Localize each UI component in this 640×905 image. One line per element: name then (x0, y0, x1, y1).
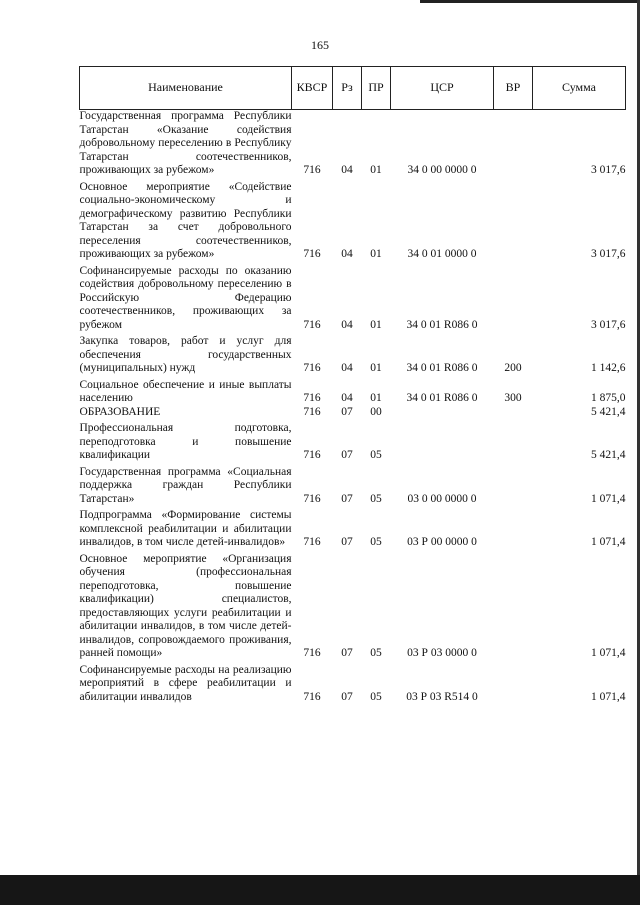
row-sum: 5 421,4 (591, 405, 626, 418)
row-pr: 05 (370, 647, 382, 659)
row-rz: 07 (341, 690, 353, 703)
table-row (80, 419, 626, 463)
table-row (80, 110, 626, 178)
row-kvsr: 716 (303, 449, 321, 461)
row-kvsr: 716 (303, 248, 321, 260)
row-name: Государственная программа Республики Татарстан «Оказание содействия добровольному переселению в Республику Татарстан соотечественников, проживающих за рубежом» (79, 110, 292, 176)
row-vr (494, 110, 533, 178)
row-vr (494, 406, 533, 420)
row-vr (494, 550, 533, 661)
row-rz: 07 (341, 449, 353, 461)
row-sum: 5 421,4 (591, 449, 626, 461)
row-kvsr: 716 (303, 536, 321, 548)
row-csr (391, 406, 494, 420)
row-rz: 07 (341, 647, 353, 659)
row-kvsr: 716 (303, 647, 321, 659)
row-sum: 1 071,4 (591, 536, 626, 548)
budget-table (79, 66, 626, 704)
row-pr: 01 (370, 318, 382, 331)
row-pr: 01 (370, 362, 382, 374)
row-sum: 1 071,4 (591, 647, 626, 659)
row-name: Государственная программа «Социальная поддержка граждан Республики Татарстан» (79, 465, 292, 505)
row-name: Софинансируемые расходы на реализацию мероприятий в сфере реабилитации и абилитации инвалидов (79, 663, 292, 703)
row-rz: 04 (341, 248, 353, 260)
table-row (80, 550, 626, 661)
row-kvsr: 716 (303, 362, 321, 374)
row-pr: 01 (370, 248, 382, 260)
row-kvsr: 716 (303, 392, 321, 404)
row-vr (494, 262, 533, 333)
row-sum: 1 875,0 (591, 392, 626, 404)
row-pr: 05 (370, 690, 382, 703)
row-vr: 300 (504, 392, 522, 404)
table-row (80, 262, 626, 333)
row-csr: 03 0 00 0000 0 (407, 492, 477, 505)
table-row (80, 506, 626, 550)
row-name: Социальное обеспечение и иные выплаты населению (79, 378, 292, 404)
row-sum: 1 071,4 (591, 690, 626, 703)
row-kvsr: 716 (303, 405, 321, 418)
col-header-sum: Сумма (533, 67, 626, 110)
row-pr: 05 (370, 536, 382, 548)
page-number: 165 (311, 38, 329, 52)
row-name: Основное мероприятие «Содействие социально-экономическому и демографическому развитию Республики Татарстан за счет добровольного переселения соотечественников, проживающих за рубежом» (79, 180, 292, 260)
row-pr: 01 (370, 392, 382, 404)
row-rz: 04 (341, 318, 353, 331)
row-csr: 03 Р 00 0000 0 (407, 536, 477, 548)
col-header-vr: ВР (494, 67, 533, 110)
row-csr: 34 0 01 R086 0 (406, 318, 478, 331)
row-sum: 1 142,6 (591, 362, 626, 374)
row-vr (494, 178, 533, 262)
row-csr: 34 0 00 0000 0 (407, 164, 477, 176)
row-vr (494, 463, 533, 507)
row-vr: 200 (504, 362, 522, 374)
row-rz: 04 (341, 164, 353, 176)
col-header-kvsr: КВСР (292, 67, 333, 110)
row-rz: 07 (341, 405, 353, 418)
col-header-pr: ПР (362, 67, 391, 110)
row-kvsr: 716 (303, 690, 321, 703)
col-header-name: Наименование (80, 67, 292, 110)
table-row (80, 463, 626, 507)
table-row (80, 178, 626, 262)
scan-edge-top (420, 0, 640, 3)
row-rz: 04 (341, 362, 353, 374)
row-kvsr: 716 (303, 164, 321, 176)
row-csr: 34 0 01 R086 0 (406, 362, 478, 374)
row-name: Закупка товаров, работ и услуг для обеспечения государственных (муниципальных) нужд (79, 335, 292, 374)
row-vr (494, 419, 533, 463)
row-vr (494, 506, 533, 550)
row-sum: 1 071,4 (591, 492, 626, 505)
row-rz: 07 (341, 492, 353, 505)
table-row (80, 376, 626, 406)
row-kvsr: 716 (303, 318, 321, 331)
row-name: Основное мероприятие «Организация обучения (профессиональная переподготовка, повышение квалификации) специалистов, предоставляющих услуги реабилитации и абилитации инвалидов, в том числе детей-инвалидов, сопровождаемого проживания, ранней помощи» (79, 552, 292, 659)
scan-edge-bottom (0, 875, 640, 905)
table-row (80, 332, 626, 376)
row-name: Софинансируемые расходы по оказанию содействия добровольному переселению в Российскую Федерацию соотечественников, проживающих за рубежом (79, 264, 292, 331)
row-csr: 34 0 01 R086 0 (406, 392, 478, 404)
row-rz: 07 (341, 536, 353, 548)
row-pr: 05 (370, 492, 382, 505)
table-header-row (80, 67, 626, 110)
row-csr: 34 0 01 0000 0 (407, 248, 477, 260)
row-sum: 3 017,6 (591, 248, 626, 260)
row-name: Профессиональная подготовка, переподготовка и повышение квалификации (79, 422, 292, 461)
row-name: ОБРАЗОВАНИЕ (79, 405, 161, 418)
row-sum: 3 017,6 (591, 318, 626, 331)
row-pr: 05 (370, 449, 382, 461)
row-vr (494, 661, 533, 705)
row-pr: 01 (370, 164, 382, 176)
row-kvsr: 716 (303, 492, 321, 505)
row-sum: 3 017,6 (591, 164, 626, 176)
col-header-csr: ЦСР (391, 67, 494, 110)
col-header-rz: Рз (333, 67, 362, 110)
row-csr: 03 Р 03 0000 0 (407, 647, 477, 659)
table-row (80, 661, 626, 705)
table-row (80, 406, 626, 420)
row-csr: 03 Р 03 R514 0 (406, 690, 478, 703)
row-rz: 04 (341, 392, 353, 404)
row-name: Подпрограмма «Формирование системы комплексной реабилитации и абилитации инвалидов, в том числе детей-инвалидов» (79, 509, 292, 548)
row-pr: 00 (370, 405, 382, 418)
row-csr (391, 419, 494, 463)
